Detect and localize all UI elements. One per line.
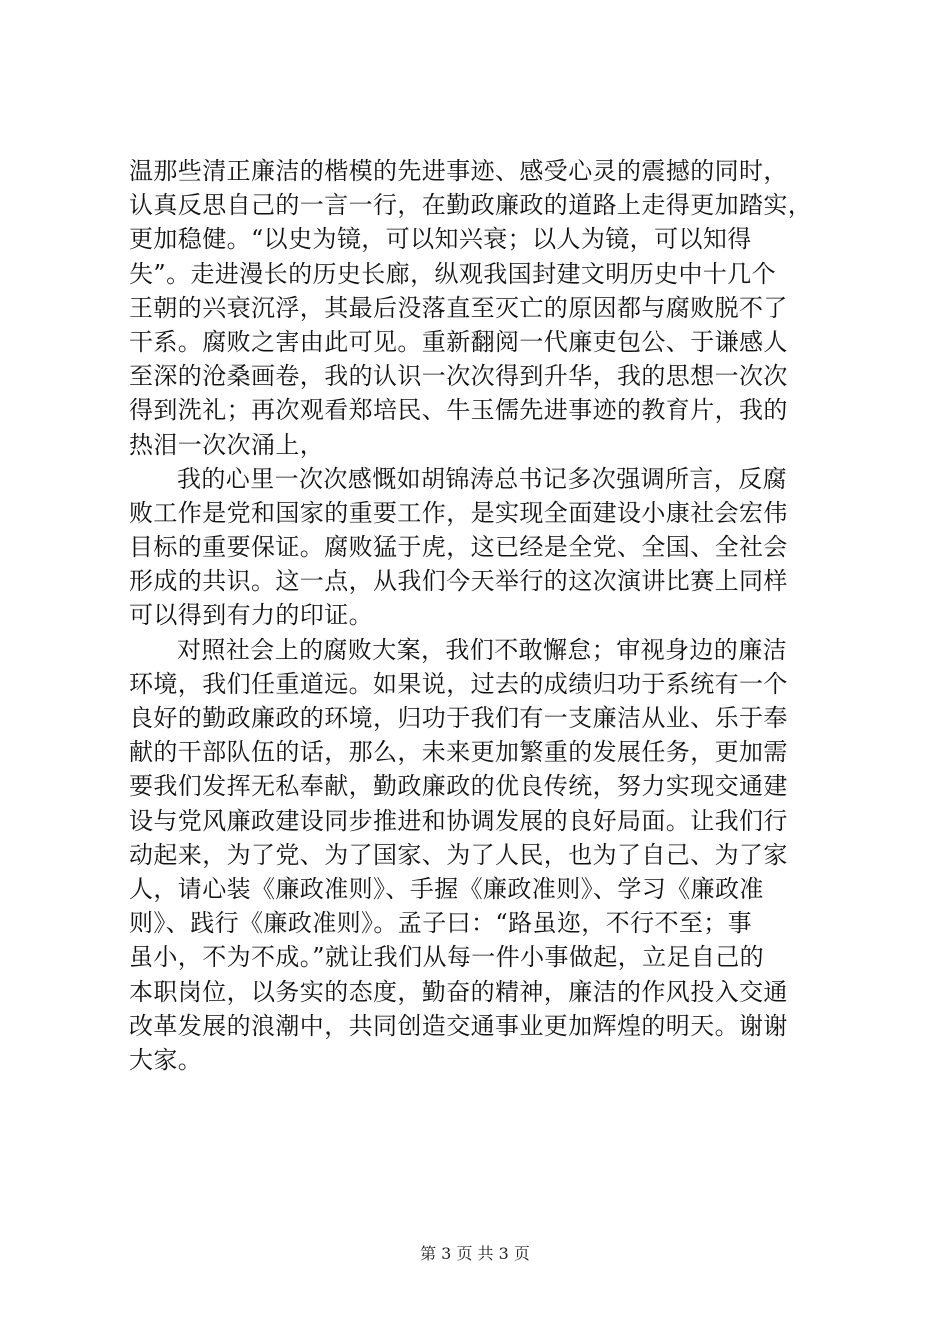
text-line: 可以得到有力的印证。 — [129, 601, 373, 630]
page-footer — [0, 1244, 950, 1264]
paragraph-first-line: 对照社会上的腐败大案，我们不敢懈怠；审视身边的廉洁 — [177, 635, 787, 664]
text-line: 良好的勤政廉政的环境，归功于我们有一支廉洁从业、乐于奉 — [129, 704, 788, 732]
text-line: 要我们发挥无私奉献，勤政廉政的优良传统，努力实现交通建 — [129, 772, 788, 801]
text-line: 大家。 — [129, 1045, 203, 1074]
text-line: 人，请心装《廉政准则》、手握《廉政准则》、学习《廉政准 — [129, 874, 764, 903]
text-line: 献的干部队伍的话，那么，未来更加繁重的发展任务，更加需 — [129, 738, 788, 767]
text-line: 败工作是党和国家的重要工作，是实现全面建设小康社会宏伟 — [129, 498, 788, 527]
body-text — [129, 154, 834, 1077]
text-line: 目标的重要保证。腐败猛于虎，这已经是全党、全国、全社会 — [129, 533, 788, 562]
page-number-label: 第 3 页 共 3 页 — [420, 1244, 530, 1263]
text-line: 本职岗位，以务实的态度，勤奋的精神，廉洁的作风投入交通 — [129, 977, 788, 1006]
text-line: 更加稳健。“以史为镜，可以知兴衰；以人为镜，可以知得 — [129, 225, 752, 254]
text-line: 得到洗礼；再次观看郑培民、牛玉儒先进事迹的教育片，我的 — [129, 396, 788, 425]
text-line: 虽小，不为不成。”就让我们从每一件小事做起，立足自己的 — [129, 943, 765, 972]
text-line: 设与党风廉政建设同步推进和协调发展的良好局面。让我们行 — [129, 806, 788, 835]
text-line: 至深的沧桑画卷，我的认识一次次得到升华，我的思想一次次 — [129, 362, 788, 391]
text-line: 则》、践行《廉政准则》。孟子曰：“路虽迩，不行不至；事 — [129, 909, 753, 938]
text-line: 认真反思自己的一言一行，在勤政廉政的道路上走得更加踏实， — [129, 191, 813, 220]
text-line: 动起来，为了党、为了国家、为了人民，也为了自己、为了家 — [129, 840, 788, 869]
text-line: 热泪一次次涌上， — [129, 430, 325, 459]
text-line: 环境，我们任重道远。如果说，过去的成绩归功于系统有一个 — [129, 669, 788, 698]
text-line: 温那些清正廉洁的楷模的先进事迹、感受心灵的震撼的同时， — [129, 157, 788, 185]
paragraph-first-line: 我的心里一次次感慨如胡锦涛总书记多次强调所言，反腐 — [177, 464, 787, 493]
text-line: 干系。腐败之害由此可见。重新翻阅一代廉吏包公、于谦感人 — [129, 327, 788, 356]
text-line: 王朝的兴衰沉浮，其最后没落直至灭亡的原因都与腐败脱不了 — [129, 293, 788, 322]
text-line: 形成的共识。这一点，从我们今天举行的这次演讲比赛上同样 — [129, 567, 788, 596]
text-line: 失”。走进漫长的历史长廊，纵观我国封建文明历史中十几个 — [129, 259, 777, 288]
text-line: 改革发展的浪潮中，共同创造交通事业更加辉煌的明天。谢谢 — [129, 1011, 788, 1040]
